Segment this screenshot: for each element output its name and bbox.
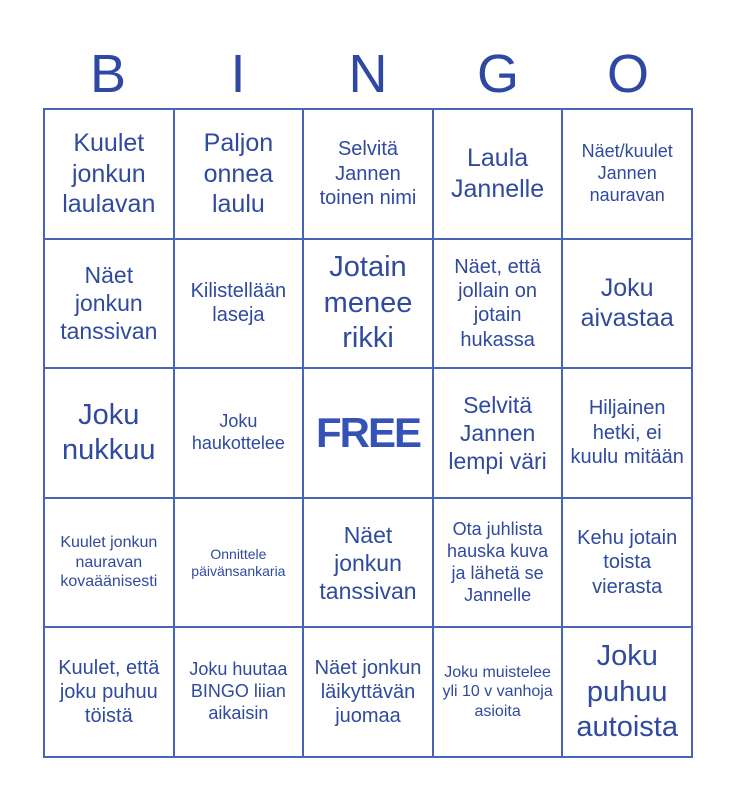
cell-text: Joku aivastaa — [580, 273, 674, 333]
cell-text: Näet jonkun läikyttävän juomaa — [314, 656, 422, 728]
bingo-board — [43, 108, 693, 758]
bingo-cell-r1-c5[interactable] — [562, 109, 692, 239]
bingo-cell-r1-c1[interactable] — [44, 109, 174, 239]
bingo-cell-r5-c2[interactable] — [174, 627, 304, 757]
cell-text: Hiljainen hetki, ei kuulu mitään — [570, 397, 684, 469]
bingo-cell-r3-c4[interactable] — [433, 368, 563, 498]
bingo-cell-r5-c3[interactable] — [303, 627, 433, 757]
cell-text: Joku puhuu autoista — [576, 640, 678, 743]
cell-text: Kuulet jonkun laulavan — [62, 129, 156, 219]
bingo-cell-r3-c1[interactable] — [44, 368, 174, 498]
cell-text: Kuulet, että joku puhuu töistä — [58, 656, 160, 728]
bingo-cell-r3-c2[interactable] — [174, 368, 304, 498]
cell-text: Näet/kuulet Jannen nauravan — [581, 140, 673, 205]
bingo-cell-r4-c5[interactable] — [562, 498, 692, 628]
cell-text: Onnittele päivänsankaria — [191, 545, 286, 579]
cell-text: Selvitä Jannen lempi väri — [448, 391, 547, 475]
cell-text: Joku huutaa BINGO liian aikaisin — [189, 659, 288, 724]
cell-text: Näet jonkun tanssivan — [60, 262, 158, 345]
bingo-cell-r1-c3[interactable] — [303, 109, 433, 239]
bingo-cell-free[interactable] — [303, 368, 433, 498]
bingo-cell-r2-c2[interactable] — [174, 239, 304, 369]
header-letter-g: G — [476, 44, 519, 104]
bingo-cell-r1-c2[interactable] — [174, 109, 304, 239]
bingo-cell-r5-c1[interactable] — [44, 627, 174, 757]
cell-text: Joku haukottelee — [191, 411, 285, 453]
cell-text: Selvitä Jannen toinen nimi — [319, 138, 417, 209]
bingo-header — [43, 40, 693, 108]
free-space-label: FREE — [315, 409, 420, 457]
cell-text: Kuulet jonkun nauravan kovaäänisesti — [60, 534, 158, 591]
bingo-cell-r1-c4[interactable] — [433, 109, 563, 239]
cell-text: Joku nukkuu — [62, 398, 156, 466]
cell-text: Paljon onnea laulu — [203, 129, 274, 219]
header-letter-b: B — [89, 44, 127, 104]
cell-text: Kilistellään laseja — [190, 280, 287, 327]
cell-text: Joku muistelee yli 10 v vanhoja asioita — [442, 663, 553, 720]
cell-text: Kehu jotain toista vierasta — [577, 527, 678, 598]
bingo-cell-r4-c2[interactable] — [174, 498, 304, 628]
header-letter-o: O — [606, 44, 649, 104]
cell-text: Laula Jannelle — [451, 144, 545, 203]
bingo-cell-r2-c3[interactable] — [303, 239, 433, 369]
bingo-cell-r5-c4[interactable] — [433, 627, 563, 757]
bingo-cell-r4-c4[interactable] — [433, 498, 563, 628]
cell-text: Ota juhlista hauska kuva ja lähetä se Jannelle — [447, 518, 549, 605]
bingo-cell-r3-c5[interactable] — [562, 368, 692, 498]
header-letter-i: I — [230, 44, 246, 104]
bingo-cell-r4-c1[interactable] — [44, 498, 174, 628]
cell-text: Jotain menee rikki — [323, 251, 413, 355]
bingo-cell-r2-c4[interactable] — [433, 239, 563, 369]
bingo-cell-r5-c5[interactable] — [562, 627, 692, 757]
cell-text: Näet jonkun tanssivan — [319, 521, 417, 604]
bingo-cell-r4-c3[interactable] — [303, 498, 433, 628]
header-letter-n: N — [348, 44, 388, 104]
bingo-cell-r2-c1[interactable] — [44, 239, 174, 369]
bingo-cell-r2-c5[interactable] — [562, 239, 692, 369]
cell-text: Näet, että jollain on jotain hukassa — [454, 255, 541, 351]
